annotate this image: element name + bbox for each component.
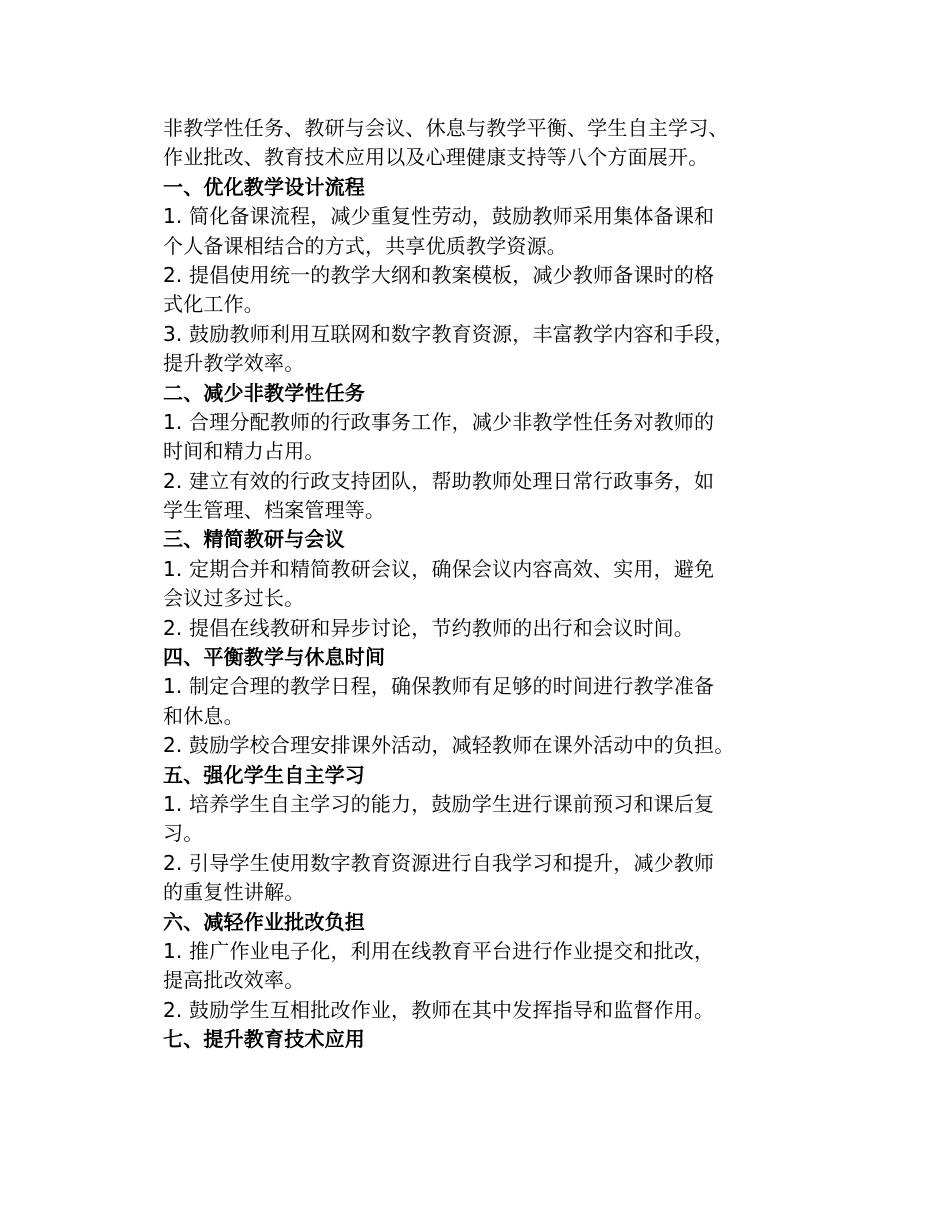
section-heading: 一、优化教学设计流程 xyxy=(163,174,365,199)
document-page xyxy=(163,114,793,1055)
paragraph-line: 非教学性任务、教研与会议、休息与教学平衡、学生自主学习、 xyxy=(163,116,729,140)
paragraph-line: 1. 合理分配教师的行政事务工作，减少非教学性任务对教师的 xyxy=(163,409,715,434)
paragraph-line: 会议过多过长。 xyxy=(163,586,305,611)
paragraph-line: 2. 引导学生使用数字教育资源进行自我学习和提升，减少教师 xyxy=(163,850,715,875)
paragraph-line: 作业批改、教育技术应用以及心理健康支持等八个方面展开。 xyxy=(163,145,709,170)
paragraph-line: 1. 定期合并和精简教研会议，确保会议内容高效、实用，避免 xyxy=(163,556,715,581)
paragraph-line: 和休息。 xyxy=(163,703,244,728)
paragraph-line: 2. 鼓励学生互相批改作业，教师在其中发挥指导和监督作用。 xyxy=(163,997,715,1022)
paragraph-line: 习。 xyxy=(163,821,204,846)
paragraph-line: 的重复性讲解。 xyxy=(163,880,305,905)
paragraph-line: 2. 提倡在线教研和异步讨论，节约教师的出行和会议时间。 xyxy=(163,615,695,640)
paragraph-line: 2. 提倡使用统一的教学大纲和教案模板，减少教师备课时的格 xyxy=(163,262,715,287)
section-heading: 五、强化学生自主学习 xyxy=(163,762,365,787)
paragraph-line: 2. 建立有效的行政支持团队，帮助教师处理日常行政事务，如 xyxy=(163,468,715,493)
paragraph-line: 2. 鼓励学校合理安排课外活动，减轻教师在课外活动中的负担。 xyxy=(163,733,735,758)
paragraph-line: 1. 培养学生自主学习的能力，鼓励学生进行课前预习和课后复 xyxy=(163,791,715,816)
paragraph-line: 1. 简化备课流程，减少重复性劳动，鼓励教师采用集体备课和 xyxy=(163,204,715,229)
paragraph-line: 个人备课相结合的方式，共享优质教学资源。 xyxy=(163,233,567,258)
section-heading: 六、减轻作业批改负担 xyxy=(163,909,365,934)
section-heading: 二、减少非教学性任务 xyxy=(163,380,365,405)
paragraph-line: 1. 推广作业电子化，利用在线教育平台进行作业提交和批改， xyxy=(163,938,715,963)
paragraph-line: 提高批改效率。 xyxy=(163,968,305,993)
paragraph-line: 1. 制定合理的教学日程，确保教师有足够的时间进行教学准备 xyxy=(163,674,715,699)
section-heading: 四、平衡教学与休息时间 xyxy=(163,645,386,670)
section-heading: 七、提升教育技术应用 xyxy=(163,1027,365,1052)
paragraph-line: 提升教学效率。 xyxy=(163,351,305,376)
paragraph-line: 学生管理、档案管理等。 xyxy=(163,498,386,523)
paragraph-line: 3. 鼓励教师利用互联网和数字教育资源，丰富教学内容和手段， xyxy=(163,321,735,346)
paragraph-line: 式化工作。 xyxy=(163,292,264,317)
section-heading: 三、精简教研与会议 xyxy=(163,527,345,552)
paragraph-line: 时间和精力占用。 xyxy=(163,439,325,464)
